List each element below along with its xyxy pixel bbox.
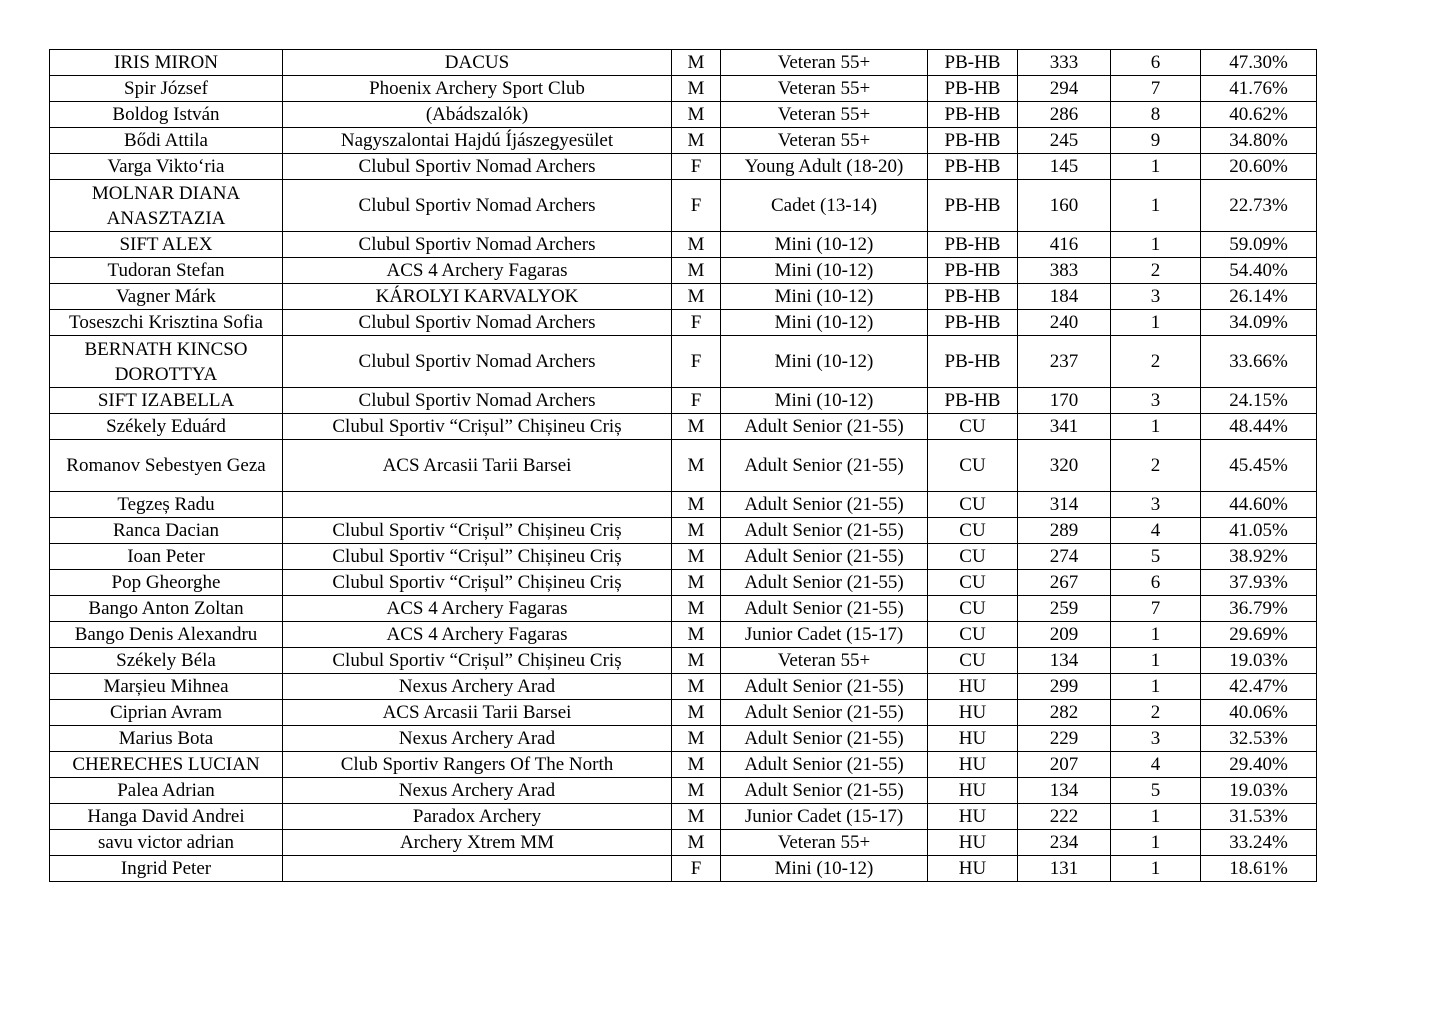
bow-style-cell: CU [928, 414, 1018, 440]
gender-cell: F [672, 856, 721, 882]
club-cell: Clubul Sportiv “Crișul” Chișineu Criș [283, 414, 672, 440]
percent-cell: 59.09% [1201, 232, 1317, 258]
percent-cell: 38.92% [1201, 544, 1317, 570]
table-row [50, 232, 1317, 258]
bow-style-cell: PB-HB [928, 180, 1018, 232]
archer-name-cell: SIFT IZABELLA [50, 388, 283, 414]
archer-name-cell: Hanga David Andrei [50, 804, 283, 830]
rank-cell: 2 [1111, 336, 1201, 388]
gender-cell: M [672, 544, 721, 570]
category-cell: Junior Cadet (15-17) [721, 804, 928, 830]
club-cell: Clubul Sportiv Nomad Archers [283, 388, 672, 414]
table-row [50, 154, 1317, 180]
score-cell: 145 [1018, 154, 1111, 180]
table-row [50, 440, 1317, 492]
gender-cell: M [672, 102, 721, 128]
rank-cell: 5 [1111, 544, 1201, 570]
table-row [50, 570, 1317, 596]
score-cell: 267 [1018, 570, 1111, 596]
table-row [50, 284, 1317, 310]
category-cell: Cadet (13-14) [721, 180, 928, 232]
gender-cell: M [672, 492, 721, 518]
bow-style-cell: CU [928, 440, 1018, 492]
category-cell: Adult Senior (21-55) [721, 726, 928, 752]
bow-style-cell: PB-HB [928, 310, 1018, 336]
category-cell: Adult Senior (21-55) [721, 414, 928, 440]
rank-cell: 3 [1111, 284, 1201, 310]
percent-cell: 45.45% [1201, 440, 1317, 492]
bow-style-cell: PB-HB [928, 128, 1018, 154]
rank-cell: 3 [1111, 726, 1201, 752]
archer-name-cell: Bango Anton Zoltan [50, 596, 283, 622]
rank-cell: 2 [1111, 258, 1201, 284]
table-row [50, 674, 1317, 700]
bow-style-cell: HU [928, 804, 1018, 830]
percent-cell: 31.53% [1201, 804, 1317, 830]
table-row [50, 596, 1317, 622]
category-cell: Mini (10-12) [721, 258, 928, 284]
percent-cell: 40.62% [1201, 102, 1317, 128]
club-cell: DACUS [283, 50, 672, 76]
score-cell: 207 [1018, 752, 1111, 778]
table-row [50, 830, 1317, 856]
archer-name-cell: Pop Gheorghe [50, 570, 283, 596]
club-cell: Club Sportiv Rangers Of The North [283, 752, 672, 778]
table-row [50, 518, 1317, 544]
archer-name-cell: CHERECHES LUCIAN [50, 752, 283, 778]
score-cell: 341 [1018, 414, 1111, 440]
archer-name-cell: Vagner Márk [50, 284, 283, 310]
archer-name-cell: Ioan Peter [50, 544, 283, 570]
rank-cell: 1 [1111, 180, 1201, 232]
club-cell: Paradox Archery [283, 804, 672, 830]
club-cell: Clubul Sportiv Nomad Archers [283, 232, 672, 258]
percent-cell: 54.40% [1201, 258, 1317, 284]
gender-cell: M [672, 414, 721, 440]
percent-cell: 47.30% [1201, 50, 1317, 76]
score-cell: 259 [1018, 596, 1111, 622]
rank-cell: 1 [1111, 414, 1201, 440]
score-cell: 314 [1018, 492, 1111, 518]
gender-cell: M [672, 440, 721, 492]
bow-style-cell: PB-HB [928, 284, 1018, 310]
category-cell: Veteran 55+ [721, 50, 928, 76]
results-body [50, 50, 1317, 882]
gender-cell: M [672, 570, 721, 596]
gender-cell: M [672, 232, 721, 258]
archer-name-cell: Tegzeș Radu [50, 492, 283, 518]
percent-cell: 37.93% [1201, 570, 1317, 596]
club-cell: Clubul Sportiv Nomad Archers [283, 310, 672, 336]
score-cell: 184 [1018, 284, 1111, 310]
score-cell: 131 [1018, 856, 1111, 882]
table-row [50, 336, 1317, 388]
category-cell: Mini (10-12) [721, 388, 928, 414]
table-row [50, 492, 1317, 518]
rank-cell: 1 [1111, 674, 1201, 700]
gender-cell: M [672, 284, 721, 310]
bow-style-cell: PB-HB [928, 50, 1018, 76]
category-cell: Adult Senior (21-55) [721, 596, 928, 622]
bow-style-cell: HU [928, 726, 1018, 752]
category-cell: Veteran 55+ [721, 648, 928, 674]
bow-style-cell: PB-HB [928, 388, 1018, 414]
gender-cell: M [672, 752, 721, 778]
table-row [50, 700, 1317, 726]
category-cell: Veteran 55+ [721, 830, 928, 856]
gender-cell: F [672, 154, 721, 180]
gender-cell: M [672, 726, 721, 752]
score-cell: 234 [1018, 830, 1111, 856]
gender-cell: M [672, 804, 721, 830]
gender-cell: F [672, 310, 721, 336]
archer-name-cell: Székely Béla [50, 648, 283, 674]
table-row [50, 804, 1317, 830]
category-cell: Junior Cadet (15-17) [721, 622, 928, 648]
club-cell: Archery Xtrem MM [283, 830, 672, 856]
archer-name-cell: SIFT ALEX [50, 232, 283, 258]
percent-cell: 34.09% [1201, 310, 1317, 336]
results-table [49, 49, 1317, 882]
archer-name-cell: Székely Eduárd [50, 414, 283, 440]
archer-name-cell: savu victor adrian [50, 830, 283, 856]
score-cell: 383 [1018, 258, 1111, 284]
gender-cell: M [672, 128, 721, 154]
table-row [50, 258, 1317, 284]
gender-cell: F [672, 336, 721, 388]
score-cell: 237 [1018, 336, 1111, 388]
rank-cell: 1 [1111, 622, 1201, 648]
club-cell: Clubul Sportiv “Crișul” Chișineu Criș [283, 518, 672, 544]
rank-cell: 7 [1111, 76, 1201, 102]
archer-name-cell: Ingrid Peter [50, 856, 283, 882]
table-row [50, 50, 1317, 76]
club-cell: Clubul Sportiv Nomad Archers [283, 154, 672, 180]
category-cell: Adult Senior (21-55) [721, 700, 928, 726]
bow-style-cell: HU [928, 830, 1018, 856]
club-cell: Clubul Sportiv “Crișul” Chișineu Criș [283, 544, 672, 570]
gender-cell: M [672, 778, 721, 804]
bow-style-cell: CU [928, 544, 1018, 570]
rank-cell: 5 [1111, 778, 1201, 804]
category-cell: Adult Senior (21-55) [721, 440, 928, 492]
percent-cell: 44.60% [1201, 492, 1317, 518]
club-cell: ACS 4 Archery Fagaras [283, 596, 672, 622]
club-cell: (Abádszalók) [283, 102, 672, 128]
percent-cell: 19.03% [1201, 778, 1317, 804]
gender-cell: M [672, 622, 721, 648]
club-cell: Nagyszalontai Hajdú Íjászegyesület [283, 128, 672, 154]
percent-cell: 24.15% [1201, 388, 1317, 414]
rank-cell: 3 [1111, 388, 1201, 414]
category-cell: Adult Senior (21-55) [721, 778, 928, 804]
category-cell: Adult Senior (21-55) [721, 492, 928, 518]
archer-name-cell: Boldog István [50, 102, 283, 128]
percent-cell: 34.80% [1201, 128, 1317, 154]
rank-cell: 1 [1111, 804, 1201, 830]
percent-cell: 40.06% [1201, 700, 1317, 726]
bow-style-cell: CU [928, 622, 1018, 648]
score-cell: 245 [1018, 128, 1111, 154]
archer-name-cell: Marșieu Mihnea [50, 674, 283, 700]
score-cell: 416 [1018, 232, 1111, 258]
gender-cell: M [672, 258, 721, 284]
bow-style-cell: CU [928, 518, 1018, 544]
table-row [50, 856, 1317, 882]
category-cell: Mini (10-12) [721, 336, 928, 388]
archer-name-cell: Ciprian Avram [50, 700, 283, 726]
table-row [50, 648, 1317, 674]
bow-style-cell: PB-HB [928, 76, 1018, 102]
score-cell: 134 [1018, 778, 1111, 804]
category-cell: Adult Senior (21-55) [721, 570, 928, 596]
score-cell: 240 [1018, 310, 1111, 336]
percent-cell: 33.24% [1201, 830, 1317, 856]
table-row [50, 622, 1317, 648]
archer-name-cell: Palea Adrian [50, 778, 283, 804]
score-cell: 333 [1018, 50, 1111, 76]
score-cell: 294 [1018, 76, 1111, 102]
club-cell: Phoenix Archery Sport Club [283, 76, 672, 102]
category-cell: Veteran 55+ [721, 102, 928, 128]
percent-cell: 29.69% [1201, 622, 1317, 648]
percent-cell: 32.53% [1201, 726, 1317, 752]
rank-cell: 1 [1111, 154, 1201, 180]
club-cell: ACS Arcasii Tarii Barsei [283, 700, 672, 726]
category-cell: Young Adult (18-20) [721, 154, 928, 180]
club-cell: ACS Arcasii Tarii Barsei [283, 440, 672, 492]
bow-style-cell: PB-HB [928, 336, 1018, 388]
rank-cell: 6 [1111, 50, 1201, 76]
gender-cell: M [672, 830, 721, 856]
score-cell: 299 [1018, 674, 1111, 700]
percent-cell: 20.60% [1201, 154, 1317, 180]
score-cell: 282 [1018, 700, 1111, 726]
bow-style-cell: PB-HB [928, 102, 1018, 128]
table-row [50, 388, 1317, 414]
archer-name-cell: Marius Bota [50, 726, 283, 752]
table-row [50, 128, 1317, 154]
gender-cell: M [672, 674, 721, 700]
archer-name-cell: IRIS MIRON [50, 50, 283, 76]
percent-cell: 41.76% [1201, 76, 1317, 102]
score-cell: 222 [1018, 804, 1111, 830]
bow-style-cell: PB-HB [928, 154, 1018, 180]
bow-style-cell: HU [928, 778, 1018, 804]
score-cell: 229 [1018, 726, 1111, 752]
gender-cell: M [672, 648, 721, 674]
percent-cell: 19.03% [1201, 648, 1317, 674]
percent-cell: 41.05% [1201, 518, 1317, 544]
score-cell: 134 [1018, 648, 1111, 674]
archer-name-cell: MOLNAR DIANA ANASZTAZIA [50, 180, 283, 232]
bow-style-cell: PB-HB [928, 232, 1018, 258]
table-row [50, 778, 1317, 804]
club-cell: Nexus Archery Arad [283, 778, 672, 804]
club-cell [283, 492, 672, 518]
bow-style-cell: HU [928, 674, 1018, 700]
rank-cell: 6 [1111, 570, 1201, 596]
score-cell: 286 [1018, 102, 1111, 128]
club-cell: Nexus Archery Arad [283, 726, 672, 752]
rank-cell: 4 [1111, 752, 1201, 778]
category-cell: Veteran 55+ [721, 76, 928, 102]
rank-cell: 8 [1111, 102, 1201, 128]
club-cell: ACS 4 Archery Fagaras [283, 258, 672, 284]
table-row [50, 414, 1317, 440]
table-row [50, 310, 1317, 336]
score-cell: 289 [1018, 518, 1111, 544]
category-cell: Mini (10-12) [721, 284, 928, 310]
percent-cell: 18.61% [1201, 856, 1317, 882]
gender-cell: F [672, 388, 721, 414]
gender-cell: M [672, 700, 721, 726]
archer-name-cell: Tudoran Stefan [50, 258, 283, 284]
rank-cell: 2 [1111, 440, 1201, 492]
club-cell: KÁROLYI KARVALYOK [283, 284, 672, 310]
category-cell: Veteran 55+ [721, 128, 928, 154]
club-cell: Clubul Sportiv “Crișul” Chișineu Criș [283, 648, 672, 674]
gender-cell: M [672, 596, 721, 622]
bow-style-cell: CU [928, 596, 1018, 622]
score-cell: 320 [1018, 440, 1111, 492]
archer-name-cell: BERNATH KINCSO DOROTTYA [50, 336, 283, 388]
percent-cell: 22.73% [1201, 180, 1317, 232]
table-row [50, 102, 1317, 128]
club-cell [283, 856, 672, 882]
percent-cell: 42.47% [1201, 674, 1317, 700]
score-cell: 209 [1018, 622, 1111, 648]
category-cell: Adult Senior (21-55) [721, 544, 928, 570]
rank-cell: 7 [1111, 596, 1201, 622]
club-cell: Clubul Sportiv Nomad Archers [283, 336, 672, 388]
bow-style-cell: HU [928, 856, 1018, 882]
archer-name-cell: Spir József [50, 76, 283, 102]
bow-style-cell: CU [928, 570, 1018, 596]
archer-name-cell: Varga Vikto‘ria [50, 154, 283, 180]
category-cell: Adult Senior (21-55) [721, 518, 928, 544]
archer-name-cell: Bango Denis Alexandru [50, 622, 283, 648]
club-cell: Clubul Sportiv “Crișul” Chișineu Criș [283, 570, 672, 596]
percent-cell: 48.44% [1201, 414, 1317, 440]
rank-cell: 1 [1111, 648, 1201, 674]
bow-style-cell: PB-HB [928, 258, 1018, 284]
archer-name-cell: Bődi Attila [50, 128, 283, 154]
category-cell: Adult Senior (21-55) [721, 674, 928, 700]
gender-cell: M [672, 518, 721, 544]
rank-cell: 1 [1111, 830, 1201, 856]
score-cell: 274 [1018, 544, 1111, 570]
table-row [50, 752, 1317, 778]
bow-style-cell: HU [928, 700, 1018, 726]
archer-name-cell: Ranca Dacian [50, 518, 283, 544]
gender-cell: F [672, 180, 721, 232]
club-cell: Nexus Archery Arad [283, 674, 672, 700]
club-cell: Clubul Sportiv Nomad Archers [283, 180, 672, 232]
table-row [50, 544, 1317, 570]
percent-cell: 26.14% [1201, 284, 1317, 310]
rank-cell: 9 [1111, 128, 1201, 154]
archer-name-cell: Toseszchi Krisztina Sofia [50, 310, 283, 336]
table-row [50, 726, 1317, 752]
table-row [50, 76, 1317, 102]
score-cell: 170 [1018, 388, 1111, 414]
rank-cell: 1 [1111, 232, 1201, 258]
percent-cell: 29.40% [1201, 752, 1317, 778]
rank-cell: 1 [1111, 310, 1201, 336]
rank-cell: 1 [1111, 856, 1201, 882]
percent-cell: 33.66% [1201, 336, 1317, 388]
category-cell: Mini (10-12) [721, 232, 928, 258]
bow-style-cell: CU [928, 492, 1018, 518]
gender-cell: M [672, 50, 721, 76]
rank-cell: 2 [1111, 700, 1201, 726]
percent-cell: 36.79% [1201, 596, 1317, 622]
category-cell: Adult Senior (21-55) [721, 752, 928, 778]
category-cell: Mini (10-12) [721, 856, 928, 882]
score-cell: 160 [1018, 180, 1111, 232]
rank-cell: 4 [1111, 518, 1201, 544]
bow-style-cell: HU [928, 752, 1018, 778]
gender-cell: M [672, 76, 721, 102]
table-row [50, 180, 1317, 232]
club-cell: ACS 4 Archery Fagaras [283, 622, 672, 648]
category-cell: Mini (10-12) [721, 310, 928, 336]
archer-name-cell: Romanov Sebestyen Geza [50, 440, 283, 492]
rank-cell: 3 [1111, 492, 1201, 518]
bow-style-cell: CU [928, 648, 1018, 674]
